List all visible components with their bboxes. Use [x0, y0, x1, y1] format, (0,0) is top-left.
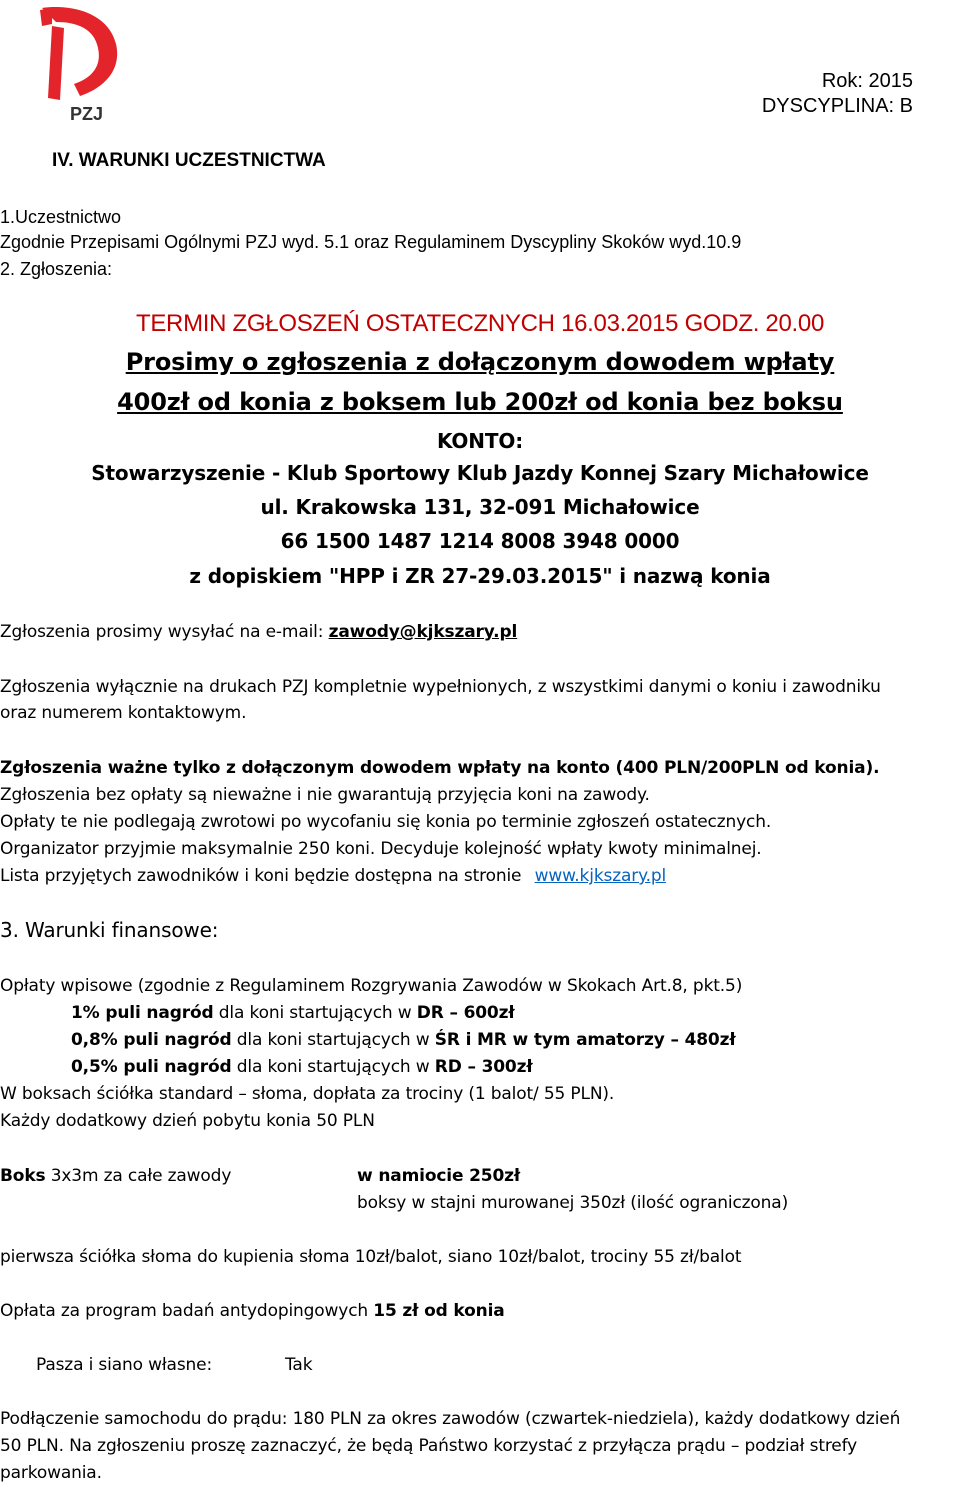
prize-row-dr [71, 1003, 515, 1023]
prize-dr-text: dla koni startujących w [213, 1003, 417, 1023]
power-line3: parkowania. [0, 1463, 102, 1483]
prize-row-sr [71, 1030, 736, 1050]
prize-row-rd [71, 1057, 533, 1077]
box-line [0, 1166, 231, 1186]
doping-line [0, 1301, 505, 1321]
email-line [0, 622, 517, 642]
feed-label: Pasza i siano własne: [36, 1355, 213, 1375]
rules-line3: Opłaty te nie podlegają zwrotowi po wycofaniu się konia po terminie zgłoszeń ostatecznych. [0, 812, 772, 832]
pzj-logo [30, 4, 130, 126]
account-label: KONTO: [436, 429, 524, 453]
power-line1: Podłączenie samochodu do prądu: 180 PLN za okres zawodów (czwartek-niedziela), każdy dodatkowy dzień [0, 1409, 901, 1429]
prize-sr-text: dla koni startujących w [231, 1030, 435, 1050]
participation-heading: 1.Uczestnictwo [0, 207, 122, 227]
box-label: Boks [0, 1166, 46, 1186]
deadline-line2: 400zł od konia z boksem lub 200zł od konia bez boksu [117, 388, 843, 416]
prize-dr-amount: DR – 600zł [416, 1003, 515, 1023]
participation-text: Zgodnie Przepisami Ogólnymi PZJ wyd. 5.1 oraz Regulaminem Dyscypliny Skoków wyd.10.9 [0, 232, 742, 252]
prize-dr-percent: 1% puli nagród [71, 1003, 214, 1023]
logo-mark [40, 8, 52, 26]
rules-line2: Zgłoszenia bez opłaty są nieważne i nie gwarantują przyjęcia koni na zawody. [0, 785, 650, 805]
prize-sr-amount: ŚR i MR w tym amatorzy – 480zł [434, 1030, 736, 1050]
deadline-line1: Prosimy o zgłoszenia z dołączonym dowodem wpłaty [125, 348, 835, 376]
entries-heading: 2. Zgłoszenia: [0, 259, 113, 279]
bedding-line: W boksach ściółka standard – słoma, dopłata za trociny (1 balot/ 55 PLN). [0, 1084, 615, 1104]
logo-mark [48, 26, 64, 100]
prize-sr-percent: 0,8% puli nagród [71, 1030, 232, 1050]
feed-value: Tak [285, 1355, 313, 1375]
email-link[interactable]: zawody@kjkszary.pl [328, 622, 518, 642]
section-title: IV. WARUNKI UCZESTNICTWA [52, 150, 326, 171]
box-text: 3x3m za całe zawody [45, 1166, 232, 1186]
doping-text: Opłata za program badań antydopingowych [0, 1301, 374, 1321]
fees-intro: Opłaty wpisowe (zgodnie z Regulaminem Rozgrywania Zawodów w Skokach Art.8, pkt.5) [0, 976, 743, 996]
finance-heading: 3. Warunki finansowe: [0, 918, 219, 942]
logo-text: PZJ [70, 104, 104, 124]
rules-line5-text: Lista przyjętych zawodników i koni będzie dostępna na stronie [0, 866, 527, 886]
extra-day-line: Każdy dodatkowy dzień pobytu konia 50 PLN [0, 1111, 375, 1131]
account-number: 66 1500 1487 1214 8008 3948 0000 [280, 529, 680, 553]
stable-price: boksy w stajni murowanej 350zł (ilość ograniczona) [357, 1193, 789, 1213]
site-link[interactable]: www.kjkszary.pl [534, 866, 667, 886]
first-bedding-line: pierwsza ściółka słoma do kupienia słoma 10zł/balot, siano 10zł/balot, trociny 55 zł/balot [0, 1247, 742, 1267]
prize-rd-text: dla koni startujących w [231, 1057, 435, 1077]
rules-bold: Zgłoszenia ważne tylko z dołączonym dowodem wpłaty na konto (400 PLN/200PLN od konia). [0, 758, 880, 778]
rules-line5 [0, 866, 666, 886]
account-holder: Stowarzyszenie - Klub Sportowy Klub Jazdy Konnej Szary Michałowice [91, 461, 869, 485]
email-line-text: Zgłoszenia prosimy wysyłać na e-mail: [0, 622, 329, 642]
transfer-note: z dopiskiem "HPP i ZR 27-29.03.2015" i nazwą konia [189, 564, 771, 588]
discipline: DYSCYPLINA: B [761, 95, 913, 117]
rules-line4: Organizator przyjmie maksymalnie 250 koni. Decyduje kolejność wpłaty kwoty minimalnej. [0, 839, 762, 859]
prize-rd-percent: 0,5% puli nagród [71, 1057, 232, 1077]
doping-fee: 15 zł od konia [373, 1301, 505, 1321]
prize-rd-amount: RD – 300zł [434, 1057, 533, 1077]
deadline-text: TERMIN ZGŁOSZEŃ OSTATECZNYCH 16.03.2015 GODZ. 20.00 [135, 310, 824, 337]
address: ul. Krakowska 131, 32-091 Michałowice [260, 495, 700, 519]
forms-line1: Zgłoszenia wyłącznie na drukach PZJ kompletnie wypełnionych, z wszystkimi danymi o koniu i zawodniku [0, 677, 881, 697]
year: Rok: 2015 [821, 70, 913, 92]
tent-price: w namiocie 250zł [357, 1166, 521, 1186]
power-line2: 50 PLN. Na zgłoszeniu proszę zaznaczyć, że będą Państwo korzystać z przyłącza prądu – podział strefy [0, 1436, 858, 1456]
forms-line2: oraz numerem kontaktowym. [0, 703, 247, 723]
